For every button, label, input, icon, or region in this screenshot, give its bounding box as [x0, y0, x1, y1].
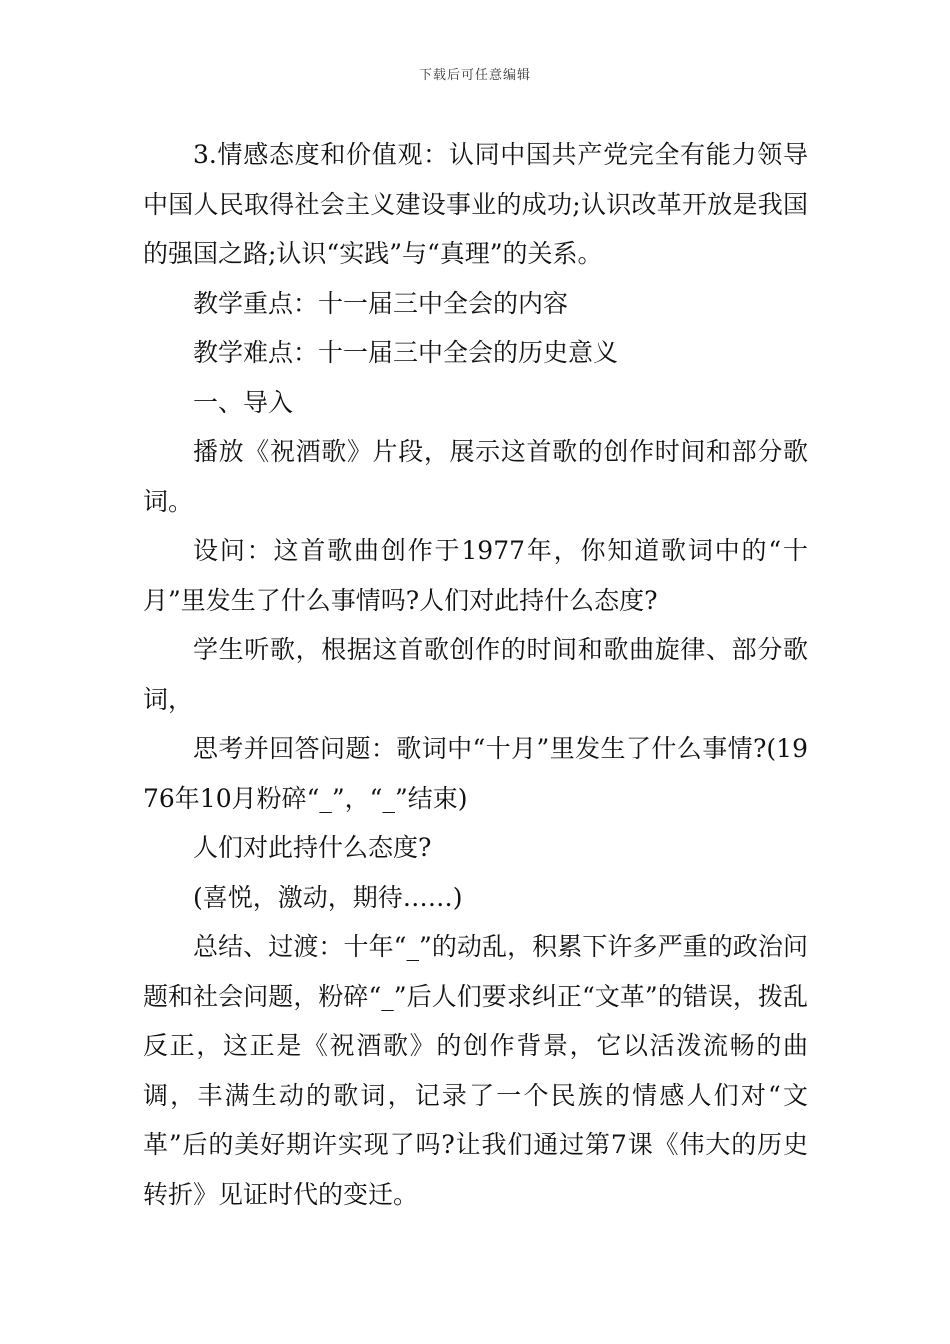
page-header: 下载后可任意编辑	[418, 68, 531, 83]
paragraph-question: 设问：这首歌曲创作于1977年，你知道歌词中的“十月”里发生了什么事情吗?人们对此持什么态度?	[143, 536, 808, 615]
paragraph-difficult-point: 教学难点：十一届三中全会的历史意义	[193, 338, 619, 367]
paragraph-summary-transition: 总结、过渡：十年“_”的动乱，积累下许多严重的政治问题和社会问题，粉碎“_”后人们要求纠正“文革”的错误，拨乱反正，这正是《祝酒歌》的创作背景，它以活泼流畅的曲调，丰满生动的歌词，记录了一个民族的情感人们对“文革”后的美好期许实现了吗?让我们通过第7课《伟大的历史转折》见证时代的变迁。	[143, 932, 808, 1209]
paragraph-attitude-answer: (喜悦，激动，期待……)	[193, 882, 463, 912]
paragraph-think-answer: 思考并回答问题：歌词中“十月”里发生了什么事情?(1976年10月粉碎“_”，“_”结束)	[143, 734, 808, 813]
paragraph-attitude-question: 人们对此持什么态度?	[193, 833, 432, 862]
paragraph-objectives: 3.情感态度和价值观：认同中国共产党完全有能力领导中国人民取得社会主义建设事业的成功;认识改革开放是我国的强国之路;认识“实践”与“真理”的关系。	[143, 140, 808, 268]
section-heading-intro: 一、导入	[193, 387, 294, 417]
paragraph-students-listen: 学生听歌，根据这首歌创作的时间和歌曲旋律、部分歌词，	[143, 635, 808, 714]
paragraph-key-point: 教学重点：十一届三中全会的内容	[193, 288, 569, 318]
document-body	[143, 130, 808, 1219]
paragraph-play-song: 播放《祝酒歌》片段，展示这首歌的创作时间和部分歌词。	[143, 437, 808, 516]
